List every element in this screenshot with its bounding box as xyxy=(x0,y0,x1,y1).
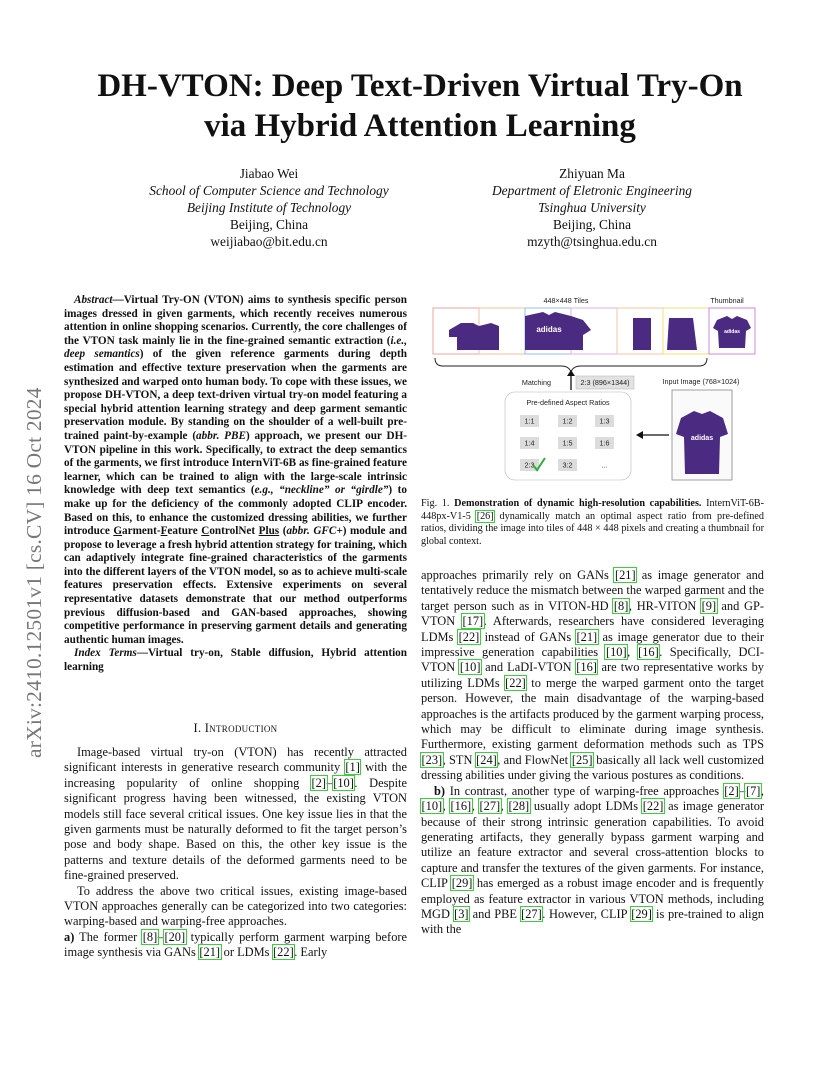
paragraph: Image-based virtual try-on (VTON) has recently attracted significant interests in generative research community [1] with the increasing popularity of online shopping [2]–[10]. Despite significant progress having been witnessed, the existing VTON models still face several critical issues. One key issue lies in that the given garments must be naturally deformed to fit the target person’s pose and body shape. Based on this, the other key issue is the patterns and texture details of the deformed garments need to be fine-grained preserved. xyxy=(64,745,407,883)
figure-caption: Fig. 1. Demonstration of dynamic high-resolution capabilities. InternViT-6B-448px-V1-5 [26] dynamically match an optimal aspect ratio from pre-defined ratios, dividing the image into tiles of 448 × 448 pixels and creating a thumbnail for global context. xyxy=(421,498,764,547)
citation-link[interactable]: [9] xyxy=(701,598,717,613)
ratio-option: 1:3 xyxy=(599,416,610,426)
figure-1 xyxy=(421,290,766,490)
citation-link[interactable]: [8] xyxy=(613,598,629,613)
ratio-ellipsis: ... xyxy=(601,460,608,470)
abstract-text: —Virtual Try-ON (VTON) aims to synthesis specific person images dressed in given garments, which recently receives numerous attention in online shopping scenarios. Currently, the core challenges of the VTON task mainly lie in the fine-grained semantic extraction ( xyxy=(64,294,407,347)
citation-link[interactable]: [21] xyxy=(199,945,221,960)
author-affiliation: School of Computer Science and Technology xyxy=(149,183,389,198)
paragraph: b) In contrast, another type of warping-free approaches [2]–[7], [10], [16], [27], [28] usually adopt LDMs [22] as image generator because of their strong intrinsic generation capabilities. To avoid generating artifacts, they generally bypass garment warping and utilize an feature extractor and several cross-attention blocks to capture and transfer the textures of the given garments. For instance, CLIP [29] has emerged as a robust image encoder and is frequently employed as feature extractor in various VTON methods, including MGD [3] and PBE [27]. However, CLIP [29] is pre-trained to align with the xyxy=(421,783,765,937)
author-affiliation: Department of Eletronic Engineering xyxy=(492,183,692,198)
citation-link[interactable]: [16] xyxy=(638,645,659,660)
author-email[interactable]: weijiabao@bit.edu.cn xyxy=(210,234,328,249)
acronym-letter: F xyxy=(160,525,168,538)
author-location: Beijing, China xyxy=(552,217,632,232)
citation-link[interactable]: [23] xyxy=(421,752,443,767)
abstract-text: ) to make up for the deficiency of the commonly adopted CLIP encoder. Based on this, to enhance the customized dressing abilities, we further introduce xyxy=(64,484,408,538)
intro-left-column xyxy=(64,745,407,961)
brand-text: adidas xyxy=(690,435,714,442)
paragraph: approaches primarily rely on GANs [21] as image generator and tentatively reduce the mismatch between the warped garment and the target person such as in VITON-HD [8], HR-VITON [9] and GP-VTON [17]. Afterwards, researchers have considered leveraging LDMs [22] instead of GANs [21] as image generator due to their impressive generation capabilities [10], [16]. Specifically, DCI-VTON [10] and LaDI-VTON [16] are two representative works by utilizing LDMs [22] to merge the warped garment onto the target person. However, the main disadvantage of the warping-based approaches is the artifacts produced by the garment warping process, which may be difficult to eliminate during image synthesis. Furthermore, existing garment deformation methods such as TPS [23], STN [24], and FlowNet [25] basically all lack well customized dressing abilities under giving the various postures as conditions. xyxy=(421,568,765,783)
acronym-letter: Plus xyxy=(258,525,280,538)
input-image-label: Input Image (768×1024) xyxy=(662,377,740,386)
tiles-brace xyxy=(435,358,707,372)
author-name: Jiabao Wei xyxy=(239,166,299,181)
matching-label: Matching xyxy=(521,378,551,387)
abstract-emphasis: i.e., deep semantics xyxy=(64,334,407,361)
acronym-letter: C xyxy=(201,525,210,538)
abstract-text: ) module and propose to leverage a fresh hybrid attention strategy for training, which can adaptively integrate fine-grained characteristics of the garments into the different layers of the VTON model, so as to achieve multi-scale features preservation effects. Extensive experiments on several representative datasets demonstrate that our method outperforms previous diffusion-based and GAN-based approaches, showing competitive performance in preserving garment details and generating authentic human images. xyxy=(64,525,407,646)
citation-link[interactable]: [2] xyxy=(724,783,739,798)
intro-right-column xyxy=(421,568,764,938)
paragraph: a) The former [8]–[20] typically perform garment warping before image synthesis via GANs [21] or LDMs [22]. Early xyxy=(64,929,408,960)
arxiv-identifier: arXiv:2410.12501v1 [cs.CV] 16 Oct 2024 xyxy=(22,387,46,758)
abstract-emphasis: e.g., “neckline” or “girdle” xyxy=(254,484,389,497)
section-title: Introduction xyxy=(204,721,278,735)
abstract-emphasis: abbr. PBE xyxy=(196,429,246,442)
section-heading xyxy=(64,721,407,736)
citation-link[interactable]: [25] xyxy=(571,752,593,767)
citation-link[interactable]: [10] xyxy=(605,645,627,660)
paragraph-label: b) xyxy=(434,783,446,798)
citation-link[interactable]: [29] xyxy=(631,906,652,921)
author-block-2 xyxy=(442,165,742,250)
acronym-letter: G xyxy=(113,525,123,538)
input-image xyxy=(672,390,732,480)
author-location: Beijing, China xyxy=(229,217,309,232)
paper-title xyxy=(70,66,770,146)
citation-link[interactable]: [3] xyxy=(454,906,469,921)
ratio-option-selected: 2:3 xyxy=(524,460,535,470)
citation-link[interactable]: [22] xyxy=(505,675,526,690)
citation-link[interactable]: [20] xyxy=(164,929,186,944)
citation-link[interactable]: [16] xyxy=(450,799,472,814)
author-block-1 xyxy=(119,165,419,250)
ratio-option: 3:2 xyxy=(562,460,573,470)
citation-link[interactable]: [10] xyxy=(421,799,443,814)
abstract-text: ) approach, we present our DH-VTON pipeline in this work. Specifically, to extract the deep semantics of the garments, we first introduce InternViT-6B as fine-grained feature learner, which can be trained to align with the large-scale intrinsic knowledge with deep text semantics ( xyxy=(64,429,408,497)
aspect-ratio-title: Pre-defined Aspect Ratios xyxy=(526,398,610,407)
citation-link[interactable]: [16] xyxy=(576,660,597,675)
ratio-option: 1:4 xyxy=(524,438,535,448)
thumbnail-label: Thumbnail xyxy=(710,296,744,305)
author-name: Zhiyuan Ma xyxy=(559,166,625,181)
author-institution: Tsinghua University xyxy=(538,200,646,215)
citation-link[interactable]: [21] xyxy=(576,629,598,644)
abstract-emphasis: abbr. GFC+ xyxy=(286,525,343,538)
citation-link[interactable]: [7] xyxy=(745,783,761,798)
citation-link[interactable]: [28] xyxy=(508,799,530,814)
tiles-label: 448×448 Tiles xyxy=(543,296,589,305)
citation-link[interactable]: [22] xyxy=(642,799,664,814)
brand-text: adidas xyxy=(724,329,740,335)
brand-text: adidas xyxy=(536,325,562,334)
abstract-text: eature xyxy=(167,525,202,538)
title-line-2: via Hybrid Attention Learning xyxy=(204,108,636,144)
citation-link[interactable]: [8] xyxy=(142,929,158,944)
paragraph: To address the above two critical issues, existing image-based VTON approaches generally can be categorized into two categories: warping-based and warping-free approaches. xyxy=(64,883,407,929)
abstract-text: arment- xyxy=(122,525,161,538)
author-institution: Beijing Institute of Technology xyxy=(186,200,352,215)
author-email[interactable]: mzyth@tsinghua.edu.cn xyxy=(527,234,657,249)
section-number: I. xyxy=(193,721,202,735)
paragraph-label: a) xyxy=(64,929,75,944)
citation-link[interactable]: [2] xyxy=(311,775,326,790)
abstract-text: ontrolNet xyxy=(209,525,259,538)
abstract-label: Abstract xyxy=(74,294,113,306)
caption-label: Fig. 1. xyxy=(421,498,450,509)
title-line-1: DH-VTON: Deep Text-Driven Virtual Try-On xyxy=(97,68,743,104)
citation-link[interactable]: [1] xyxy=(345,760,360,775)
matching-value: 2:3 (896×1344) xyxy=(580,378,630,387)
citation-link[interactable]: [24] xyxy=(476,752,497,767)
citation-link[interactable]: [10] xyxy=(459,660,481,675)
tile-strip xyxy=(433,308,709,354)
ratio-option: 1:5 xyxy=(562,438,573,448)
citation-link[interactable]: [22] xyxy=(458,629,480,644)
citation-link[interactable]: [29] xyxy=(451,876,473,891)
citation-link[interactable]: [27] xyxy=(479,799,501,814)
citation-link[interactable]: [21] xyxy=(614,568,636,582)
citation-link[interactable]: [17] xyxy=(462,614,484,629)
citation-link[interactable]: [27] xyxy=(521,906,542,921)
caption-bold: Demonstration of dynamic high-resolution capabilities. xyxy=(454,498,702,509)
citation-link[interactable]: [22] xyxy=(273,945,294,960)
ratio-option: 1:6 xyxy=(599,438,610,448)
citation-link[interactable]: [26] xyxy=(476,510,494,522)
index-terms-label: Index Terms xyxy=(74,647,137,660)
index-terms-text: —Virtual try-on, Stable diffusion, Hybrid attention learning xyxy=(64,647,407,674)
abstract-text: ) of the given reference garments during depth estimation and effective texture preservation when the garments are synthesized and warped onto human body. To cope with these issues, we propose DH-VTON, a deep text-driven virtual try-on model featuring a special hybrid attention learning strategy and deep garment semantic preservation module. By standing on the shoulder of a well-built pre-trained paint-by-example ( xyxy=(64,348,407,442)
thumbnail-image xyxy=(709,308,755,354)
ratio-option: 1:2 xyxy=(562,416,573,426)
citation-link[interactable]: [10] xyxy=(333,775,354,790)
abstract: Abstract—Virtual Try-ON (VTON) aims to synthesis specific person images dressed in given garments, which recently receives numerous attention in online shopping scenarios. Currently, the core challenges of the VTON task mainly lie in the fine-grained semantic extraction (i.e., deep semantics) of the given reference garments during depth estimation and effective texture preservation when the garments are synthesized and warped onto human body. To cope with these issues, we propose DH-VTON, a deep text-driven virtual try-on model featuring a special hybrid attention learning strategy and deep garment semantic preservation module. By standing on the shoulder of a well-built pre-trained paint-by-example (abbr. PBE) approach, we present our DH-VTON pipeline in this work. Specifically, to extract the deep semantics of the garments, we first introduce InternViT-6B as fine-grained feature learner, which can be trained to align with the large-scale intrinsic knowledge with deep text semantics (e.g., “neckline” or “girdle”) to make up for the deficiency of the commonly adopted CLIP encoder. Based on this, to enhance the customized dressing abilities, we further introduce Garment-Feature ControlNet Plus (abbr. GFC+) module and propose to leverage a fresh hybrid attention strategy for training, which can adaptively integrate fine-grained characteristics of the garments into the different layers of the VTON model, so as to achieve multi-scale features preservation effects. Extensive experiments on several representative datasets demonstrate that our method outperforms previous diffusion-based and GAN-based approaches, showing competitive performance in preserving garment details and generating authentic human images. Index Terms—Virtual try-on, Stable diffusion, Hybrid attention learning xyxy=(64,294,408,674)
ratio-option: 1:1 xyxy=(524,416,535,426)
